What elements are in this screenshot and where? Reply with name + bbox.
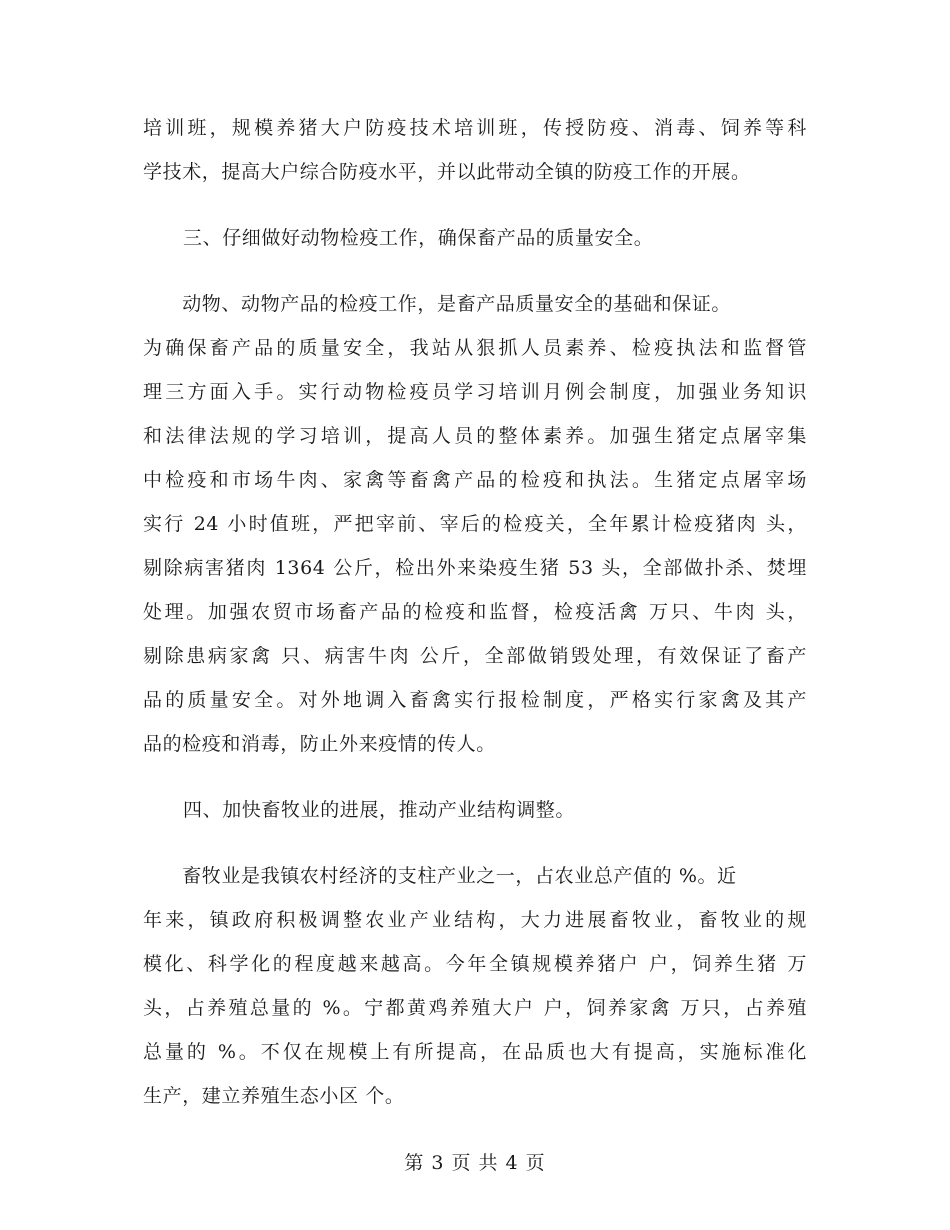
paragraph-line: 实行 24 小时值班，严把宰前、宰后的检疫关，全年累计检疫猪肉 头， (143, 513, 807, 535)
paragraph-line: 学技术，提高大户综合防疫水平，并以此带动全镇的防疫工作的开展。 (143, 161, 751, 183)
section-4-paragraph (143, 854, 807, 1118)
paragraph-line: 品的检疫和消毒，防止外来疫情的传人。 (143, 733, 496, 755)
section-3-heading: 三、仔细做好动物检疫工作，确保畜产品的质量安全。 (183, 227, 654, 249)
paragraph-line: 生产，建立养殖生态小区 个。 (143, 1085, 405, 1107)
section-3-paragraph (143, 282, 807, 766)
paragraph-line: 头，占养殖总量的 %。宁都黄鸡养殖大户 户，饲养家禽 万只，占养殖 (143, 997, 807, 1019)
page-number-label: 第 3 页 共 4 页 (404, 1152, 546, 1174)
paragraph-line: 处理。加强农贸市场畜产品的检疫和监督，检疫活禽 万只、牛肉 头， (143, 601, 807, 623)
paragraph-line: 畜牧业是我镇农村经济的支柱产业之一，占农业总产值的 %。近 (143, 865, 737, 887)
paragraph-line: 中检疫和市场牛肉、家禽等畜禽产品的检疫和执法。生猪定点屠宰场 (143, 469, 807, 491)
intro-paragraph (143, 106, 807, 194)
paragraph-line: 剔除病害猪肉 1364 公斤，检出外来染疫生猪 53 头，全部做扑杀、焚埋 (143, 557, 807, 579)
page-footer (0, 1148, 950, 1175)
paragraph-line: 理三方面入手。实行动物检疫员学习培训月例会制度，加强业务知识 (143, 381, 807, 403)
paragraph-line: 动物、动物产品的检疫工作，是畜产品质量安全的基础和保证。 (143, 293, 732, 315)
document-body (143, 106, 807, 1118)
section-4-heading: 四、加快畜牧业的进展，推动产业结构调整。 (183, 799, 576, 821)
paragraph-line: 品的质量安全。对外地调入畜禽实行报检制度，严格实行家禽及其产 (143, 689, 807, 711)
paragraph-line: 为确保畜产品的质量安全，我站从狠抓人员素养、检疫执法和监督管 (143, 337, 807, 359)
paragraph-line: 剔除患病家禽 只、病害牛肉 公斤，全部做销毁处理，有效保证了畜产 (143, 645, 807, 667)
paragraph-line: 年来，镇政府积极调整农业产业结构，大力进展畜牧业，畜牧业的规 (143, 909, 807, 931)
paragraph-line: 模化、科学化的程度越来越高。今年全镇规模养猪户 户，饲养生猪 万 (143, 953, 807, 975)
paragraph-line: 和法律法规的学习培训，提高人员的整体素养。加强生猪定点屠宰集 (143, 425, 807, 447)
paragraph-line: 总量的 %。不仅在规模上有所提高，在品质也大有提高，实施标准化 (143, 1041, 807, 1063)
paragraph-line: 培训班，规模养猪大户防疫技术培训班，传授防疫、消毒、饲养等科 (143, 117, 807, 139)
